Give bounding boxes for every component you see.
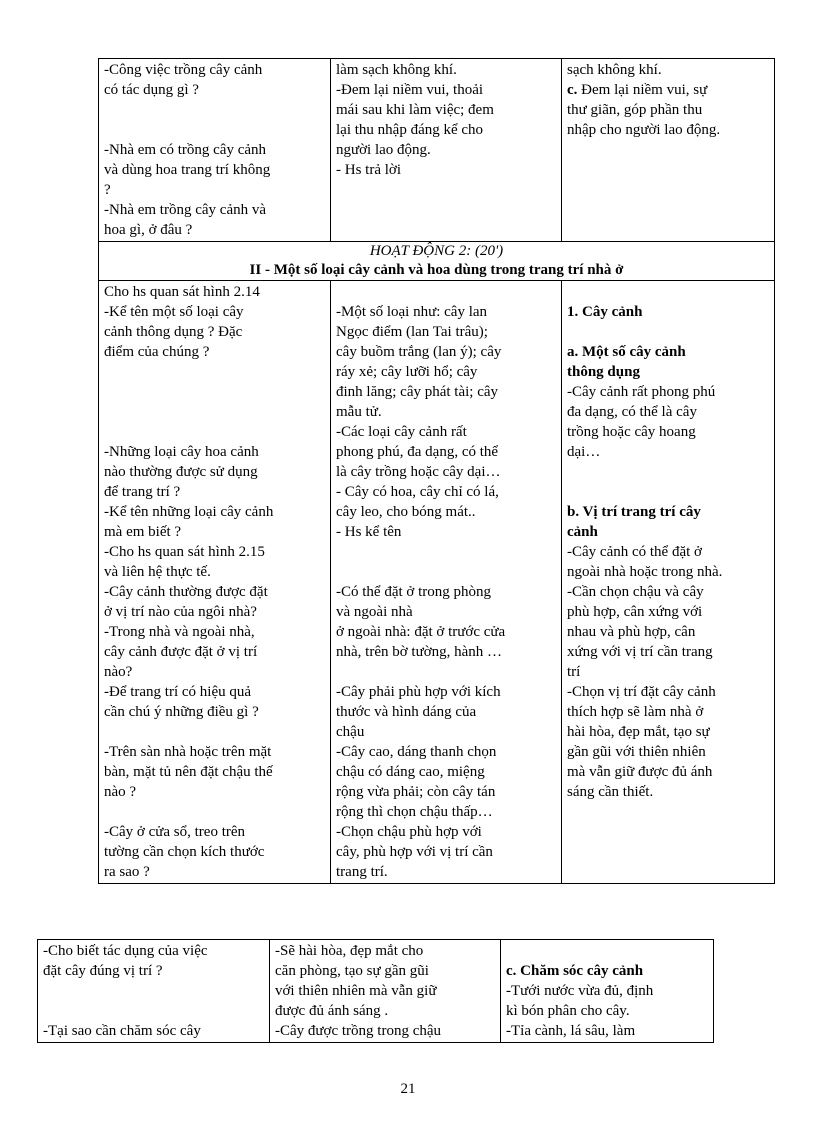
table-2	[37, 939, 714, 1043]
cell-line: ?	[104, 182, 111, 198]
cell-line: Cho hs quan sát hình 2.14	[104, 284, 260, 300]
cell-line: -Cần chọn chậu và cây	[567, 584, 704, 600]
cell-line: để trang trí ?	[104, 484, 181, 500]
table-1	[98, 58, 775, 884]
cell-line: - Hs trả lời	[336, 162, 402, 178]
cell-line: ngoài nhà hoặc trong nhà.	[567, 564, 723, 580]
cell-line	[336, 662, 557, 682]
cell-line: tường cần chọn kích thước	[104, 844, 265, 860]
cell-line: -Trên sàn nhà hoặc trên mặt	[104, 744, 272, 760]
cell-line: phong phú, đa dạng, có thể	[336, 444, 499, 460]
cell-line: mẫu tử.	[336, 404, 382, 420]
table-row	[99, 59, 775, 242]
student-activity-cell	[331, 59, 562, 242]
cell-line: đa dạng, có thể là cây	[567, 404, 697, 420]
content-cell	[501, 940, 714, 1043]
cell-line: và liên hệ thực tế.	[104, 564, 211, 580]
cell-line: thư giãn, góp phần thu	[567, 102, 703, 118]
cell-line: chậu có dáng cao, miệng	[336, 764, 485, 780]
cell-line: kì bón phân cho cây.	[506, 1003, 630, 1019]
cell-line: -Cây cảnh thường được đặt	[104, 584, 268, 600]
cell-line: cây buồm trắng (lan ý); cây	[336, 344, 502, 360]
cell-line: hoa gì, ở đâu ?	[104, 222, 193, 238]
cell-line: ở ngoài nhà: đặt ở trước cửa	[336, 624, 506, 640]
cell-line: thông dụng	[567, 364, 640, 380]
cell-line: rộng vừa phải; còn cây tán	[336, 784, 496, 800]
cell-line: xứng với vị trí cần trang	[567, 644, 713, 660]
cell-line: với thiên nhiên mà vẫn giữ	[275, 983, 437, 999]
cell-line: sáng cần thiết.	[567, 784, 654, 800]
cell-line: gần gũi với thiên nhiên	[567, 744, 706, 760]
cell-line: -Cây được trồng trong chậu	[275, 1023, 442, 1039]
cell-line: mà em biết ?	[104, 524, 182, 540]
cell-line: được đủ ánh sáng .	[275, 1003, 389, 1019]
cell-line: -Công việc trồng cây cảnh	[104, 62, 263, 78]
cell-line: -Để trang trí có hiệu quả	[104, 684, 252, 700]
cell-line: -Cây ở cửa sổ, treo trên	[104, 824, 246, 840]
cell-line: -Trong nhà và ngoài nhà,	[104, 624, 255, 640]
cell-line: -Cây cảnh rất phong phú	[567, 384, 716, 400]
cell-line: nào ?	[104, 784, 137, 800]
cell-line	[104, 362, 326, 382]
cell-line: -Cây cao, dáng thanh chọn	[336, 744, 497, 760]
cell-line: -Một số loại như: cây lan	[336, 304, 488, 320]
table-row	[38, 940, 714, 1043]
student-activity-cell	[331, 281, 562, 884]
cell-line	[506, 941, 709, 961]
cell-line: -Nhà em có trồng cây cảnh	[104, 142, 267, 158]
cell-line: ở vị trí nào của ngôi nhà?	[104, 604, 257, 620]
cell-line: cây cảnh được đặt ở vị trí	[104, 644, 258, 660]
cell-line: ráy xẻ; cây lưỡi hổ; cây	[336, 364, 478, 380]
cell-line: ra sao ?	[104, 864, 150, 880]
teacher-activity-cell	[38, 940, 270, 1043]
cell-line: đinh lăng; cây phát tài; cây	[336, 384, 499, 400]
cell-line: phù hợp, cân xứng với	[567, 604, 703, 620]
cell-line: thích hợp sẽ làm nhà ở	[567, 704, 704, 720]
cell-line: cảnh	[567, 524, 598, 540]
cell-line	[104, 422, 326, 442]
cell-line	[43, 1001, 265, 1021]
cell-line: hài hòa, đẹp mắt, tạo sự	[567, 724, 710, 740]
cell-line: - Hs kể tên	[336, 524, 402, 540]
cell-line: 1. Cây cảnh	[567, 304, 643, 320]
cell-line: -Kể tên một số loại cây	[104, 304, 244, 320]
cell-line: cảnh thông dụng ? Đặc	[104, 324, 243, 340]
cell-line	[567, 282, 770, 302]
cell-line: người lao động.	[336, 142, 431, 158]
cell-line: nào thường được sử dụng	[104, 464, 258, 480]
cell-line	[43, 981, 265, 1001]
cell-line: -Cho biết tác dụng của việc	[43, 943, 208, 959]
cell-line: -Tưới nước vừa đủ, định	[506, 983, 654, 999]
cell-line: sạch không khí.	[567, 62, 662, 78]
cell-line: dại…	[567, 444, 601, 460]
cell-line	[336, 562, 557, 582]
page-number: 21	[400, 1081, 416, 1097]
activity-header-row	[99, 242, 775, 281]
cell-line	[104, 382, 326, 402]
cell-line: -Nhà em trồng cây cảnh và	[104, 202, 267, 218]
cell-line: c. Đem lại niềm vui, sự	[567, 82, 708, 98]
cell-line: -Tại sao cần chăm sóc cây	[43, 1023, 201, 1039]
cell-line: nào?	[104, 664, 133, 680]
cell-line: Ngọc điểm (lan Tai trâu);	[336, 324, 488, 340]
cell-line: -Chọn chậu phù hợp với	[336, 824, 482, 840]
cell-line: - Cây có hoa, cây chỉ có lá,	[336, 484, 499, 500]
cell-line	[104, 100, 326, 120]
cell-line: thước và hình dáng của	[336, 704, 477, 720]
cell-line: nhau và phù hợp, cân	[567, 624, 696, 640]
cell-line: a. Một số cây cảnh	[567, 344, 686, 360]
content-cell	[562, 281, 775, 884]
cell-line: trí	[567, 664, 581, 680]
cell-line: mái sau khi làm việc; đem	[336, 102, 494, 118]
cell-line: -Cây cảnh có thể đặt ở	[567, 544, 702, 560]
cell-line: -Chọn vị trí đặt cây cảnh	[567, 684, 716, 700]
cell-line: mà vẫn giữ được đủ ánh	[567, 764, 713, 780]
cell-line: chậu	[336, 724, 365, 740]
cell-line: cần chú ý những điều gì ?	[104, 704, 259, 720]
cell-line	[567, 322, 770, 342]
cell-line: và dùng hoa trang trí không	[104, 162, 271, 178]
cell-line: cây leo, cho bóng mát..	[336, 504, 476, 520]
cell-line: có tác dụng gì ?	[104, 82, 199, 98]
cell-line: nhà, trên bờ tường, hành …	[336, 644, 503, 660]
lesson-plan-table-1	[98, 58, 781, 884]
teacher-activity-cell	[99, 59, 331, 242]
teacher-activity-cell	[99, 281, 331, 884]
cell-line: -Cho hs quan sát hình 2.15	[104, 544, 265, 560]
cell-line	[336, 542, 557, 562]
cell-line: -Sẽ hài hòa, đẹp mắt cho	[275, 943, 424, 959]
activity-header-cell	[99, 242, 775, 281]
cell-line: trồng hoặc cây hoang	[567, 424, 696, 440]
cell-line: -Kể tên những loại cây cảnh	[104, 504, 274, 520]
content-cell	[562, 59, 775, 242]
cell-line: và ngoài nhà	[336, 604, 413, 620]
cell-line: trang trí.	[336, 864, 388, 880]
cell-line: rộng thì chọn chậu thấp…	[336, 804, 493, 820]
section-title: II - Một số loại cây cảnh và hoa dùng trong trang trí nhà ở	[249, 262, 624, 278]
cell-line: b. Vị trí trang trí cây	[567, 504, 701, 520]
cell-line: căn phòng, tạo sự gần gũi	[275, 963, 429, 979]
table-row	[99, 281, 775, 884]
cell-line: -Các loại cây cảnh rất	[336, 424, 467, 440]
lesson-plan-table-2	[37, 939, 714, 1043]
cell-line	[104, 722, 326, 742]
student-activity-cell	[270, 940, 501, 1043]
cell-line: -Tỉa cành, lá sâu, làm	[506, 1023, 636, 1039]
cell-line: đặt cây đúng vị trí ?	[43, 963, 163, 979]
cell-line	[104, 402, 326, 422]
activity-title: HOẠT ĐỘNG 2: (20')	[369, 243, 504, 259]
cell-line: làm sạch không khí.	[336, 62, 457, 78]
cell-line: là cây trồng hoặc cây dại…	[336, 464, 501, 480]
cell-line	[567, 482, 770, 502]
cell-line	[104, 120, 326, 140]
cell-line: -Cây phải phù hợp với kích	[336, 684, 501, 700]
cell-line: -Có thể đặt ở trong phòng	[336, 584, 491, 600]
cell-line: lại thu nhập đáng kể cho	[336, 122, 484, 138]
cell-line: c. Chăm sóc cây cảnh	[506, 963, 644, 979]
cell-line: nhập cho người lao động.	[567, 122, 721, 138]
cell-line: bàn, mặt tủ nên đặt chậu thế	[104, 764, 273, 780]
cell-line: -Đem lại niềm vui, thoải	[336, 82, 484, 98]
cell-line	[567, 462, 770, 482]
cell-line	[336, 282, 557, 302]
cell-line: điểm của chúng ?	[104, 344, 210, 360]
cell-line: -Những loại cây hoa cảnh	[104, 444, 259, 460]
cell-line	[104, 802, 326, 822]
cell-line: cây, phù hợp với vị trí cần	[336, 844, 493, 860]
